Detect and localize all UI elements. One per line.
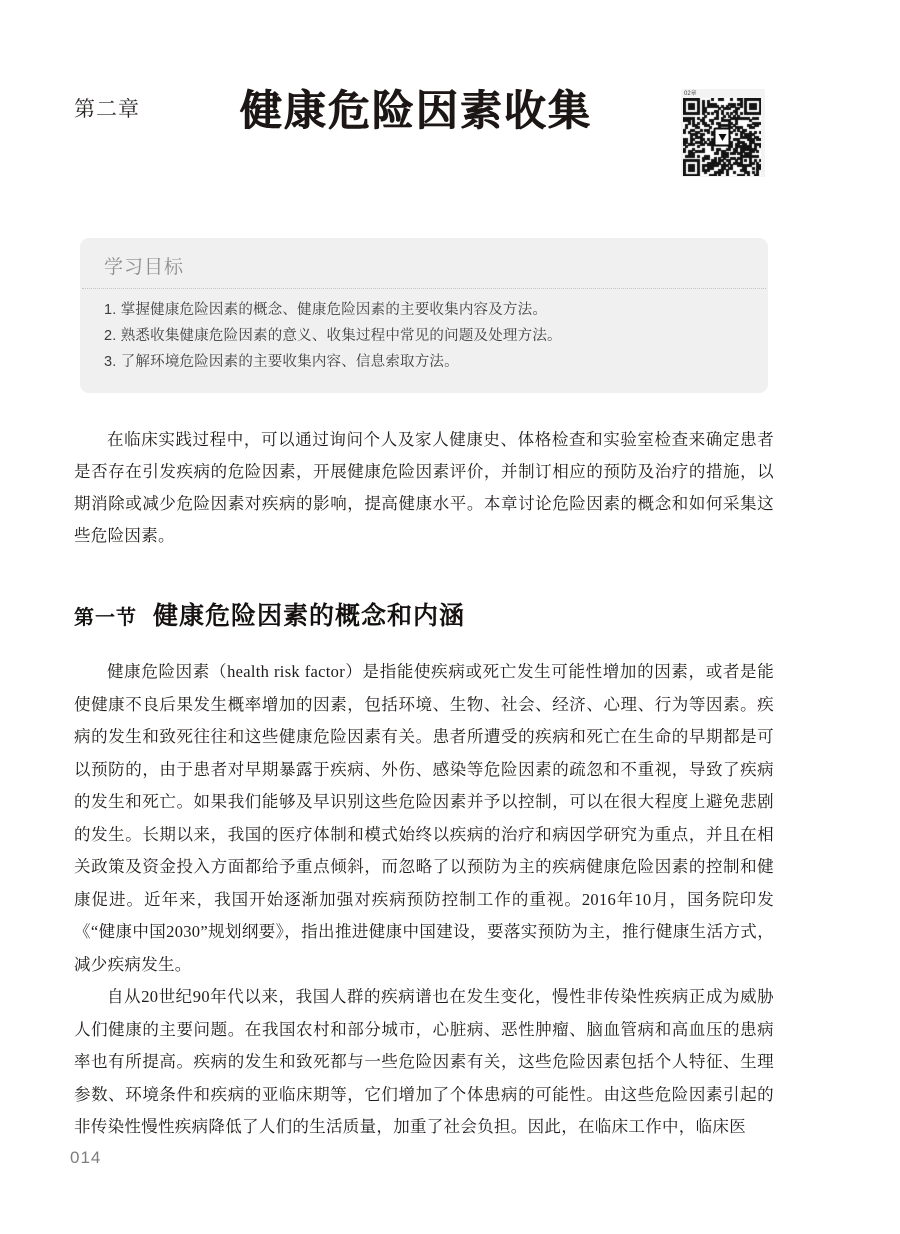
list-item: 2. 熟悉收集健康危险因素的意义、收集过程中常见的问题及处理方法。 <box>104 328 562 344</box>
intro-paragraph: 在临床实践过程中，可以通过询问个人及家人健康史、体格检查和实验室检查来确定患者是否存在引发疾病的危险因素，开展健康危险因素评价，并制订相应的预防及治疗的措施，以期消除或减少危险因素对疾病的影响，提高健康水平。本章讨论危险因素的概念和如何采集这些危险因素。 <box>74 430 774 545</box>
learning-objectives-title: 学习目标 <box>104 257 185 278</box>
body-content <box>74 656 774 1144</box>
objectives-divider <box>82 288 766 289</box>
learning-objectives-panel <box>80 238 768 393</box>
qr-code-block[interactable] <box>681 89 765 177</box>
list-item: 1. 掌握健康危险因素的概念、健康危险因素的主要收集内容及方法。 <box>104 302 548 318</box>
page-number: 014 <box>70 1148 102 1167</box>
section-name: 健康危险因素的概念和内涵 <box>153 603 466 630</box>
chapter-title: 健康危险因素收集 <box>240 89 593 135</box>
qr-code-center-logo <box>714 128 731 147</box>
body-paragraph: 健康危险因素（health risk factor）是指能使疾病或死亡发生可能性增加的因素，或者是能使健康不良后果发生概率增加的因素，包括环境、生物、社会、经济、心理、行为等因素。疾病的发生和致死往往和这些健康危险因素有关。患者所遭受的疾病和死亡在生命的早期都是可以预防的，由于患者对早期暴露于疾病、外伤、感染等危险因素的疏忽和不重视，导致了疾病的发生和死亡。如果我们能够及早识别这些危险因素并予以控制，可以在很大程度上避免悲剧的发生。长期以来，我国的医疗体制和模式始终以疾病的治疗和病因学研究为重点，并且在相关政策及资金投入方面都给予重点倾斜，而忽略了以预防为主的疾病健康危险因素的控制和健康促进。近年来，我国开始逐渐加强对疾病预防控制工作的重视。2016年10月，国务院印发《“健康中国2030”规划纲要》，指出推进健康中国建设，要落实预防为主，推行健康生活方式，减少疾病发生。 <box>74 662 774 974</box>
section-number: 第一节 <box>74 607 137 629</box>
chapter-label: 第二章 <box>74 97 140 121</box>
learning-objectives-list <box>80 295 768 375</box>
body-paragraph: 自从20世纪90年代以来，我国人群的疾病谱也在发生变化，慢性非传染性疾病正成为威胁人们健康的主要问题。在我国农村和部分城市，心脏病、恶性肿瘤、脑血管病和高血压的患病率也有所提高。疾病的发生和致死都与一些危险因素有关，这些危险因素包括个人特征、生理参数、环境条件和疾病的亚临床期等，它们增加了个体患病的可能性。由这些危险因素引起的非传染性慢性疾病降低了人们的生活质量，加重了社会负担。因此，在临床工作中，临床医 <box>74 987 774 1136</box>
list-item: 3. 了解环境危险因素的主要收集内容、信息索取方法。 <box>104 354 459 370</box>
section-heading <box>74 596 465 632</box>
qr-code-caption: 02章 <box>684 91 697 97</box>
chapter-header <box>0 78 900 188</box>
qr-code-image <box>683 98 761 176</box>
